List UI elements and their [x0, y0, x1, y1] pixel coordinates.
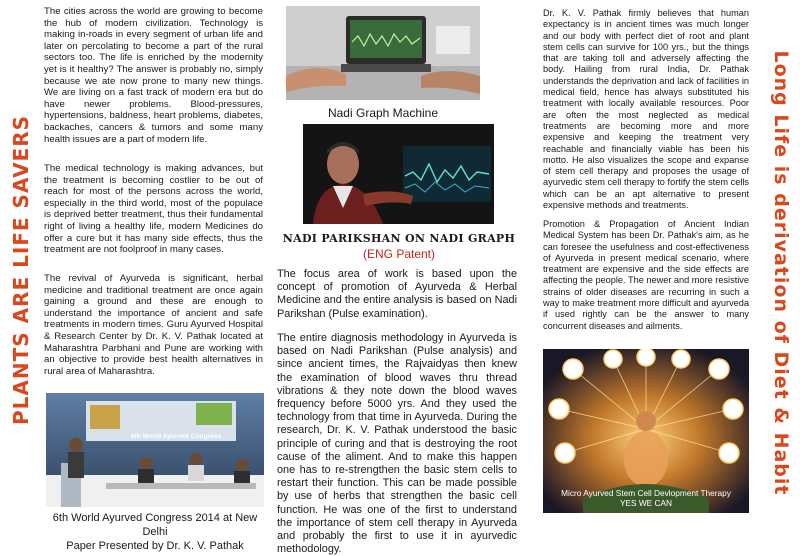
middle-paragraph-1: The focus area of work is based upon the concept of promotion of Ayurveda & Herbal Medicine and the entire analysis is based on Nadi Parikshan (Pulse examination).: [277, 268, 517, 320]
nadi-graph-machine-photo: [286, 6, 480, 100]
eng-patent-subheading: (ENG Patent): [362, 247, 436, 261]
dr-pathak-illustration: [303, 124, 494, 224]
congress-stage-illustration: [46, 393, 264, 507]
middle-paragraph-2: The entire diagnosis methodology in Ayurveda is based on Nadi Parikshan (Pulse analysis) and since ancient times, the Rajvaidyas then knew the examination of blood waves thru thread vibrations & they note down the blood waves frequency before 5000 yrs. And they used the technology from that time in Ayurveda. During the research, Dr. K. V. Pathak understood the basic principle of curing and that is destroying the root cause of the aliment. And to make this happen one has to re-strengthen the basic stem cells to restart their function. This can be made possible by use of herbs that strengthen the basic cell function. He was one of the first to understand the importance of stem cell therapy in Ayurveda and probably the first to use it in ayurvedic methodology.: [277, 332, 517, 556]
congress-caption-line-2: Paper Presented by Dr. K. V. Pathak: [66, 540, 244, 552]
congress-banner-text: 6th World Ayurved Congress: [130, 433, 222, 440]
dr-pathak-photo: [303, 124, 494, 224]
nadi-parikshan-heading: NADI PARIKSHAN ON NADI GRAPH: [282, 232, 516, 245]
stem-cell-photo-caption: [543, 488, 749, 508]
stem-cell-therapy-photo: [543, 349, 749, 513]
right-vertical-title: Long Life is derivation of Diet & Habit: [770, 50, 792, 496]
congress-caption-line-1: 6th World Ayurved Congress 2014 at New Delhi: [52, 512, 258, 538]
nadi-machine-illustration: [286, 6, 480, 100]
right-paragraph-1: Dr. K. V. Pathak firmly believes that human expectancy is in ancient times was much longer and our body with perfect diet of root and plant stem cells can survive for 100 yrs., but the things that are taking toll and adversely affecting the body. Hailing from rural India, Dr. Pathak understands the deprivation and lack of facilities in medical field, hence has always substituted his treatment with locally available resources. Poor are often the most neglected as medical treatments are becoming more and more expensive and keeping the treatment very reachable and financially viable has been his motto. He also visualizes the scope and expanse of stem cell therapy and proposes the usage of ayurvedic stem cell therapy to fortify the stem cells which can be an apt alternative to present expensive methods and treatments.: [543, 8, 749, 211]
stem-cell-caption-line-2: YES WE CAN: [619, 498, 673, 508]
left-vertical-title: PLANTS ARE LIFE SAVERS: [9, 114, 33, 426]
left-paragraph-2: The medical technology is making advances, but the treatment is becoming costlier to be out of reach for most of the persons across the world, especially in the third world, most of the populace is deprived better treatment, thus their fundamental right of living a healthy life, modern Medicines do offer a cure but it has many side effects, thus the treatment are not foolproof in many cases.: [44, 163, 263, 256]
nadi-machine-caption: Nadi Graph Machine: [327, 106, 439, 120]
stem-cell-caption-line-1: Micro Ayurved Stem Cell Devlopment Therapy: [561, 488, 731, 498]
world-ayurved-congress-photo: [46, 393, 264, 507]
left-paragraph-3: The revival of Ayurveda is significant, herbal medicine and traditional treatment are once again gaining a ground and these are enough to understand the importance of ancient and safe treatments in modern times. Guru Ayurved Hospital & Research Center by Dr. K. V. Pathak located at Maharashtra Parbhani and Pune are working with an objective to provide best health alternatives in rural area of Maharashtra.: [44, 273, 263, 377]
left-paragraph-1: The cities across the world are growing to become the hub of modern civilization. Technology is making in-roads in every segment of urban life and later on percolating to become a part of the rural sectors too. The life is enriched by the modernity yet is it healthy? The answer is probably no, simply because we ate now prone to many new things. We are living on a fast track of modern era but do have newer problems. Blood-pressures, hypertensions, baldness, heart problems, diabetes, backaches, cancers & tumors and some many health issues are a part of modern life.: [44, 6, 263, 145]
right-paragraph-2: Promotion & Propagation of Ancient Indian Medical System has been Dr. Pathak's aim, as he can foresee the usefulness and cost-effectiveness of Ayurveda in present medical scenario, where treatment are expensive and the side effects are affecting the people. The newer and more resistive strains of older diseases are recurring in such a way to make treatment more difficult and ayurveda if used rightly can be the answer to many concurrent diseases and ailments.: [543, 219, 749, 331]
